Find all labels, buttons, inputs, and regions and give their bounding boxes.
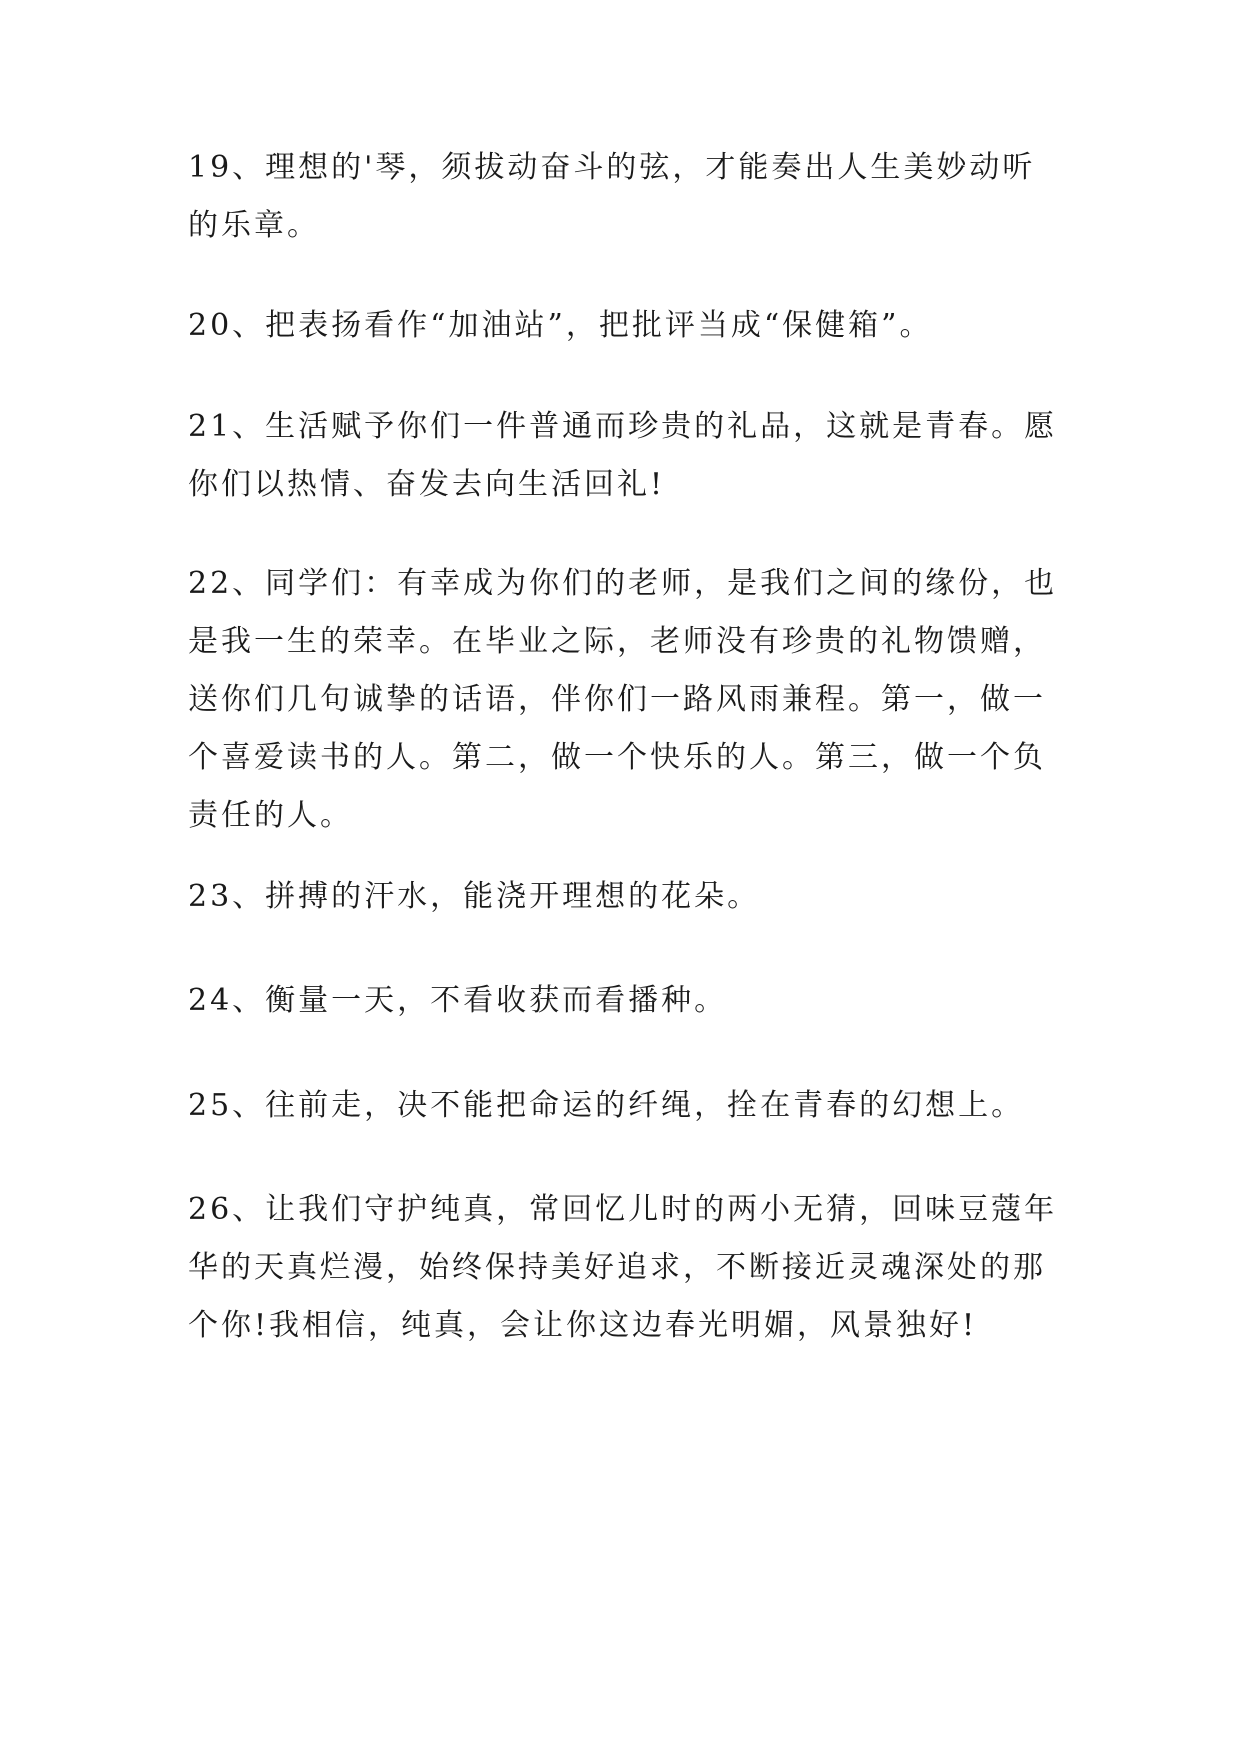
paragraph-line: 19、理想的'琴，须拔动奋斗的弦，才能奏出人生美妙动听: [188, 150, 1036, 185]
paragraph-line: 个你!我相信，纯真，会让你这边春光明媚，风景独好!: [188, 1308, 978, 1343]
paragraph-24: [188, 972, 1068, 1030]
paragraph-19: [188, 139, 1068, 255]
paragraph-line: 24、衡量一天，不看收获而看播种。: [188, 983, 728, 1018]
paragraph-23: [188, 868, 1068, 926]
paragraph-line: 个喜爱读书的人。第二，做一个快乐的人。第三，做一个负: [188, 740, 1046, 775]
paragraph-line: 送你们几句诚挚的话语，伴你们一路风雨兼程。第一，做一: [188, 682, 1046, 717]
paragraph-21: [188, 398, 1068, 514]
paragraph-26: [188, 1181, 1068, 1355]
paragraph-22: [188, 555, 1068, 845]
paragraph-line: 是我一生的荣幸。在毕业之际，老师没有珍贵的礼物馈赠，: [188, 624, 1046, 659]
paragraph-line: 23、拼搏的汗水，能浇开理想的花朵。: [188, 879, 761, 914]
paragraph-line: 25、往前走，决不能把命运的纤绳，拴在青春的幻想上。: [188, 1088, 1025, 1123]
paragraph-line: 22、同学们：有幸成为你们的老师，是我们之间的缘份，也: [188, 566, 1058, 601]
paragraph-line: 责任的人。: [188, 798, 353, 833]
paragraph-25: [188, 1077, 1068, 1135]
paragraph-line: 26、让我们守护纯真，常回忆儿时的两小无猜，回味豆蔻年: [188, 1192, 1058, 1227]
paragraph-line: 20、把表扬看作“加油站”，把批评当成“保健箱”。: [188, 308, 933, 343]
paragraph-line: 华的天真烂漫，始终保持美好追求，不断接近灵魂深处的那: [188, 1250, 1046, 1285]
paragraph-line: 21、生活赋予你们一件普通而珍贵的礼品，这就是青春。愿: [188, 409, 1058, 444]
paragraph-20: [188, 297, 1068, 355]
paragraph-line: 的乐章。: [188, 208, 320, 243]
paragraph-line: 你们以热情、奋发去向生活回礼!: [188, 467, 666, 502]
